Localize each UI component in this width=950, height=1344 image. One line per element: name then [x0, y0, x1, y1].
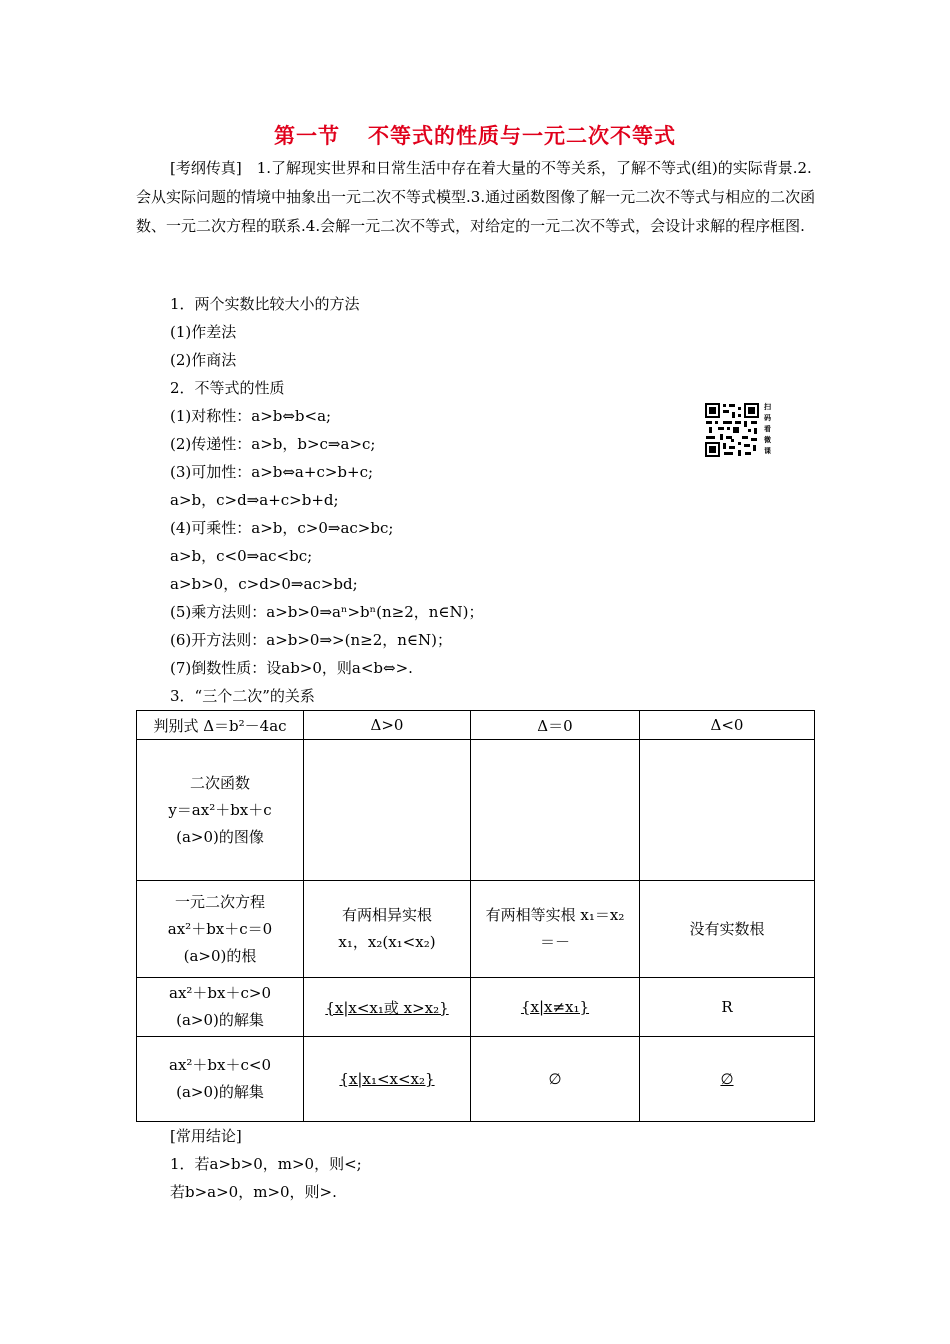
header-positive: Δ>0	[304, 711, 471, 740]
line-power-rule: (5)乘方法则：a>b>0⇒aⁿ>bⁿ(n≥2，n∈N)；	[170, 603, 484, 621]
label-line: (a>0)的解集	[176, 1011, 264, 1029]
row-label-greater	[137, 978, 304, 1037]
conclusions-heading: [常用结论]	[170, 1127, 242, 1145]
roots-cell-positive	[304, 881, 471, 978]
table-row-roots	[137, 881, 815, 978]
label-line: y＝ax²＋bx＋c	[168, 800, 272, 819]
solution-text: {x|x<x₁或 x>x₂}	[325, 998, 449, 1017]
line-compare-heading: 1．两个实数比较大小的方法	[170, 295, 360, 313]
label-line: (a>0)的解集	[176, 1083, 264, 1101]
row-label-less	[137, 1037, 304, 1122]
section-name: 不等式的性质与一元二次不等式	[368, 123, 676, 148]
line-quotient: (2)作商法	[170, 351, 237, 369]
line-transitivity: (2)传递性：a>b，b>c⇒a>c;	[170, 435, 376, 453]
label-line: (a>0)的图像	[176, 827, 264, 846]
conclusion-item-1: 1．若a>b>0，m>0，则<;	[170, 1155, 362, 1173]
three-quadratics-table	[136, 710, 815, 1122]
label-line: 一元二次方程	[174, 892, 265, 911]
solution-text: ∅	[720, 1070, 734, 1088]
label-line: ax²＋bx＋c＝0	[167, 919, 273, 938]
solution-lt-positive	[304, 1037, 471, 1122]
line-difference: (1)作差法	[170, 323, 237, 341]
line-reciprocal: (7)倒数性质：设ab>0，则a<b⇔>.	[170, 659, 413, 677]
graph-cell-zero	[471, 740, 640, 881]
qr-code-image	[704, 402, 760, 458]
line-multiplicativity-2: a>b，c<0⇒ac<bc;	[170, 547, 313, 565]
solution-lt-zero	[471, 1037, 640, 1122]
solution-text: R	[721, 998, 733, 1016]
roots-cell-negative	[640, 881, 815, 978]
solution-lt-negative	[640, 1037, 815, 1122]
roots-cell-zero	[471, 881, 640, 978]
qr-label: 扫码看微课	[764, 402, 771, 455]
solution-gt-negative	[640, 978, 815, 1037]
table-row-less	[137, 1037, 815, 1122]
header-negative: Δ<0	[640, 711, 815, 740]
solution-gt-zero	[471, 978, 640, 1037]
line-properties-heading: 2．不等式的性质	[170, 379, 285, 397]
line-multiplicativity-3: a>b>0，c>d>0⇒ac>bd;	[170, 575, 358, 593]
line-additivity-2: a>b，c>d⇒a+c>b+d;	[170, 491, 339, 509]
header-zero: Δ＝0	[471, 711, 640, 740]
table-row-greater	[137, 978, 815, 1037]
syllabus-intro: [考纲传真] 1.了解现实世界和日常生活中存在着大量的不等关系，了解不等式(组)的实际背景.2.会从实际问题的情境中抽象出一元二次不等式模型.3.通过函数图像了解一元二次不等式与相应的二次函数、一元二次方程的联系.4.会解一元二次不等式，对给定的一元二次不等式，会设计求解的程序框图.	[136, 159, 816, 235]
line-three-quadratics-heading: 3．“三个二次”的关系	[170, 687, 315, 705]
cell-line: 没有实数根	[689, 919, 765, 938]
line-symmetry: (1)对称性：a>b⇔b<a;	[170, 407, 332, 425]
label-line: (a>0)的根	[183, 946, 257, 965]
cell-line: ＝－	[539, 933, 570, 951]
section-number: 第一节	[274, 123, 340, 148]
graph-cell-negative	[640, 740, 815, 881]
conclusion-item-2: 若b>a>0，m>0，则>.	[170, 1183, 337, 1201]
graph-cell-positive	[304, 740, 471, 881]
cell-line: 有两相异实根	[341, 906, 432, 924]
row-label-roots	[137, 881, 304, 978]
label-line: 二次函数	[189, 773, 250, 792]
label-line: ax²＋bx＋c<0	[169, 1056, 271, 1074]
line-additivity: (3)可加性：a>b⇔a+c>b+c;	[170, 463, 374, 481]
line-multiplicativity: (4)可乘性：a>b，c>0⇒ac>bc;	[170, 519, 394, 537]
table-row-function	[137, 740, 815, 881]
line-root-rule: (6)开方法则：a>b>0⇒>(n≥2，n∈N)；	[170, 631, 452, 649]
row-label-function	[137, 740, 304, 881]
table-header-row	[137, 711, 815, 740]
solution-text: {x|x≠x₁}	[520, 998, 590, 1016]
label-line: ax²＋bx＋c>0	[169, 984, 271, 1002]
solution-text: {x|x₁<x<x₂}	[339, 1070, 435, 1088]
cell-line: 有两相等实根 x₁＝x₂	[485, 906, 625, 924]
solution-text: ∅	[548, 1070, 562, 1088]
cell-line: x₁，x₂(x₁<x₂)	[338, 933, 436, 951]
section-title	[0, 120, 950, 150]
header-discriminant: 判别式 Δ＝b²－4ac	[137, 711, 304, 740]
solution-gt-positive	[304, 978, 471, 1037]
